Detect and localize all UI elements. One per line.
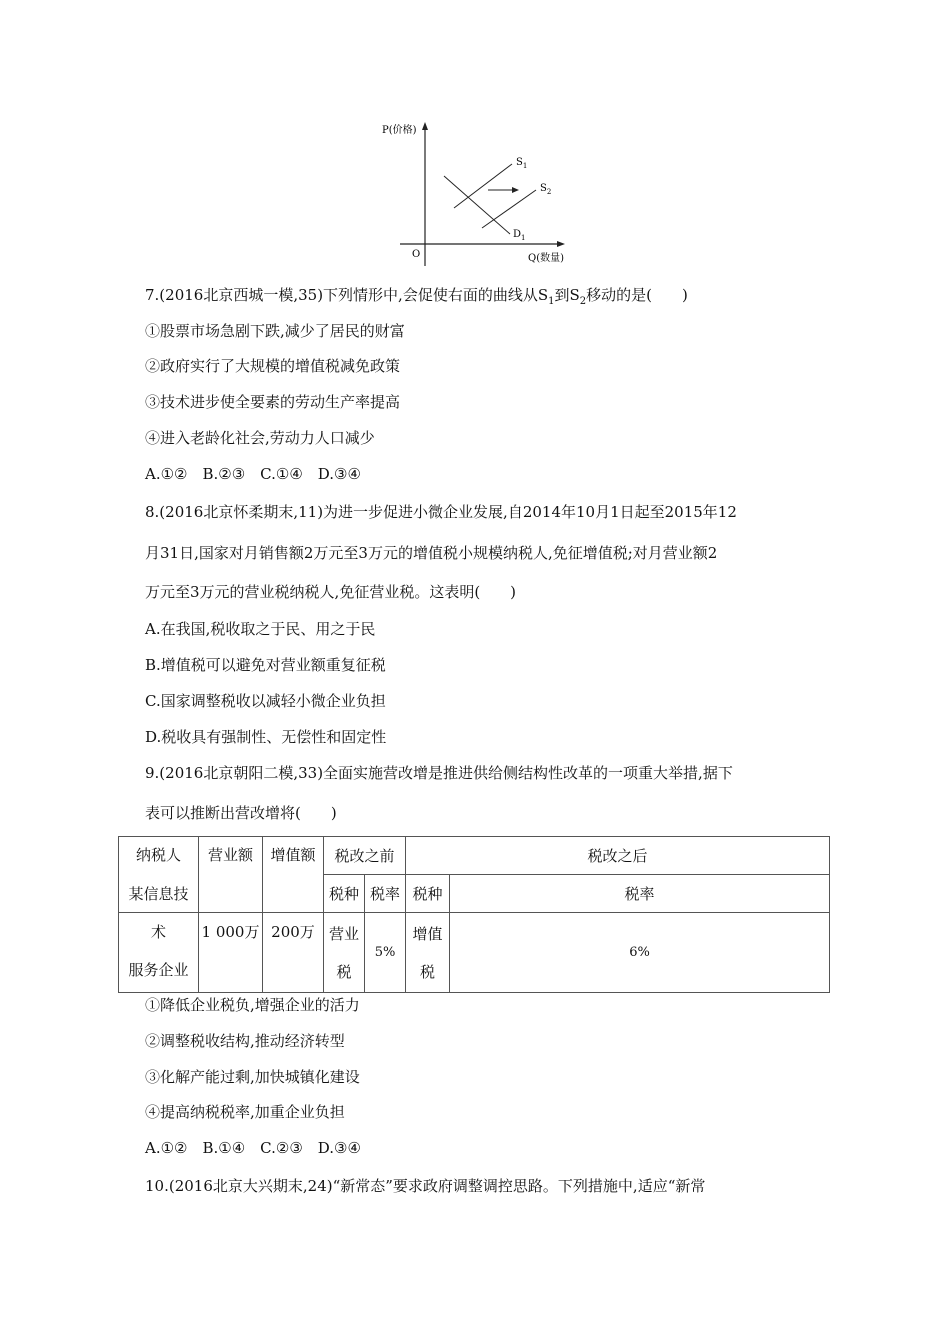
- cell-taxpayer: [119, 885, 199, 993]
- header-revenue: 营业额: [199, 837, 263, 913]
- cell-kind-before-line1: 营业: [328, 924, 359, 943]
- q8-stem-line2: 月31日,国家对月销售额2万元至3万元的增值税小规模纳税人,免征增值税;对月营业额2: [145, 544, 718, 562]
- cell-rate-before: 5%: [365, 913, 406, 993]
- tax-table-data-row: [119, 913, 830, 993]
- header-before-reform: 税改之前: [324, 837, 406, 875]
- s2-label: $S_2$: [540, 183, 552, 196]
- q7-option-2: ②政府实行了大规模的增值税减免政策: [145, 357, 401, 375]
- x-axis-arrow: [557, 241, 565, 247]
- q10-stem-line1: 10.(2016北京大兴期末,24)“新常态”要求政府调整调控思路。下列措施中,适应“新常: [145, 1177, 706, 1195]
- d1-label: $D_1$: [513, 229, 526, 242]
- q7-option-4: ④进入老龄化社会,劳动力人口减少: [145, 429, 375, 447]
- q8-option-c: C.国家调整税收以减轻小微企业负担: [145, 692, 386, 710]
- header-after-reform: 税改之后: [406, 837, 830, 875]
- q9-option-1: ①降低企业税负,增强企业的活力: [145, 996, 360, 1014]
- q8-option-b: B.增值税可以避免对营业额重复征税: [145, 656, 386, 674]
- q7-stem-a: 7.(2016北京西城一模,35)下列情形中,会促使右面的曲线从S: [145, 286, 549, 304]
- q8-stem-line1: 8.(2016北京怀柔期末,11)为进一步促进小微企业发展,自2014年10月1日起至2015年12: [145, 503, 737, 521]
- cell-taxpayer-line3: 服务企业: [128, 961, 189, 979]
- cell-kind-before-line2: 税: [336, 962, 352, 981]
- header-value-added: 增值额: [263, 837, 324, 913]
- header-rate-after: 税率: [450, 875, 830, 913]
- q7-stem-c: 移动的是( ): [586, 286, 688, 304]
- q9-stem-line1: 9.(2016北京朝阳二模,33)全面实施营改增是推进供给侧结构性改革的一项重大举措,据下: [145, 764, 733, 782]
- cell-taxpayer-line2: 术: [150, 923, 166, 941]
- s1-label: $S_1$: [516, 157, 528, 170]
- q8-option-a: A.在我国,税收取之于民、用之于民: [145, 620, 376, 638]
- cell-kind-after-line1: 增值: [412, 924, 443, 943]
- cell-kind-before: [324, 913, 365, 993]
- supply-demand-graph: [370, 118, 580, 270]
- cell-revenue: 1 000万: [199, 913, 263, 993]
- cell-kind-after: [406, 913, 450, 993]
- graph-svg: [370, 118, 580, 270]
- cell-rate-after: 6%: [450, 913, 830, 993]
- q9-answers: A.①② B.①④ C.②③ D.③④: [145, 1139, 361, 1157]
- q7-sub2: 2: [579, 296, 587, 307]
- x-axis-label: Q(数量): [528, 253, 565, 264]
- cell-kind-after-line2: 税: [419, 962, 435, 981]
- q7-option-3: ③技术进步使全要素的劳动生产率提高: [145, 393, 401, 411]
- header-kind-before: 税种: [324, 875, 365, 913]
- header-kind-after: 税种: [406, 875, 450, 913]
- q8-option-d: D.税收具有强制性、无偿性和固定性: [145, 728, 387, 746]
- q7-option-1: ①股票市场急剧下跌,减少了居民的财富: [145, 322, 405, 340]
- q9-option-3: ③化解产能过剩,加快城镇化建设: [145, 1068, 360, 1086]
- q8-stem-line3: 万元至3万元的营业税纳税人,免征营业税。这表明( ): [145, 583, 517, 601]
- y-axis-arrow: [422, 122, 428, 130]
- cell-value-added: 200万: [263, 913, 324, 993]
- shift-arrow-head: [512, 187, 519, 193]
- tax-table-header-row: [119, 837, 830, 875]
- q9-option-4: ④提高纳税税率,加重企业负担: [145, 1103, 345, 1121]
- q7-sub1: 1: [548, 296, 555, 307]
- cell-taxpayer-line1: 某信息技: [128, 885, 189, 903]
- q7-stem: [145, 285, 688, 312]
- supply-curve-s2: [482, 190, 536, 228]
- header-taxpayer: 纳税人: [119, 837, 199, 913]
- q7-stem-b: 到S: [554, 286, 580, 304]
- q9-stem-line2: 表可以推断出营改增将( ): [145, 804, 337, 822]
- demand-curve-d1: [444, 176, 510, 234]
- q9-option-2: ②调整税收结构,推动经济转型: [145, 1032, 345, 1050]
- q7-answers: A.①② B.②③ C.①④ D.③④: [145, 465, 361, 483]
- y-axis-label: P(价格): [382, 125, 417, 136]
- header-rate-before: 税率: [365, 875, 406, 913]
- tax-table: [118, 836, 830, 993]
- origin-label: O: [412, 249, 421, 260]
- supply-curve-s1: [454, 164, 512, 208]
